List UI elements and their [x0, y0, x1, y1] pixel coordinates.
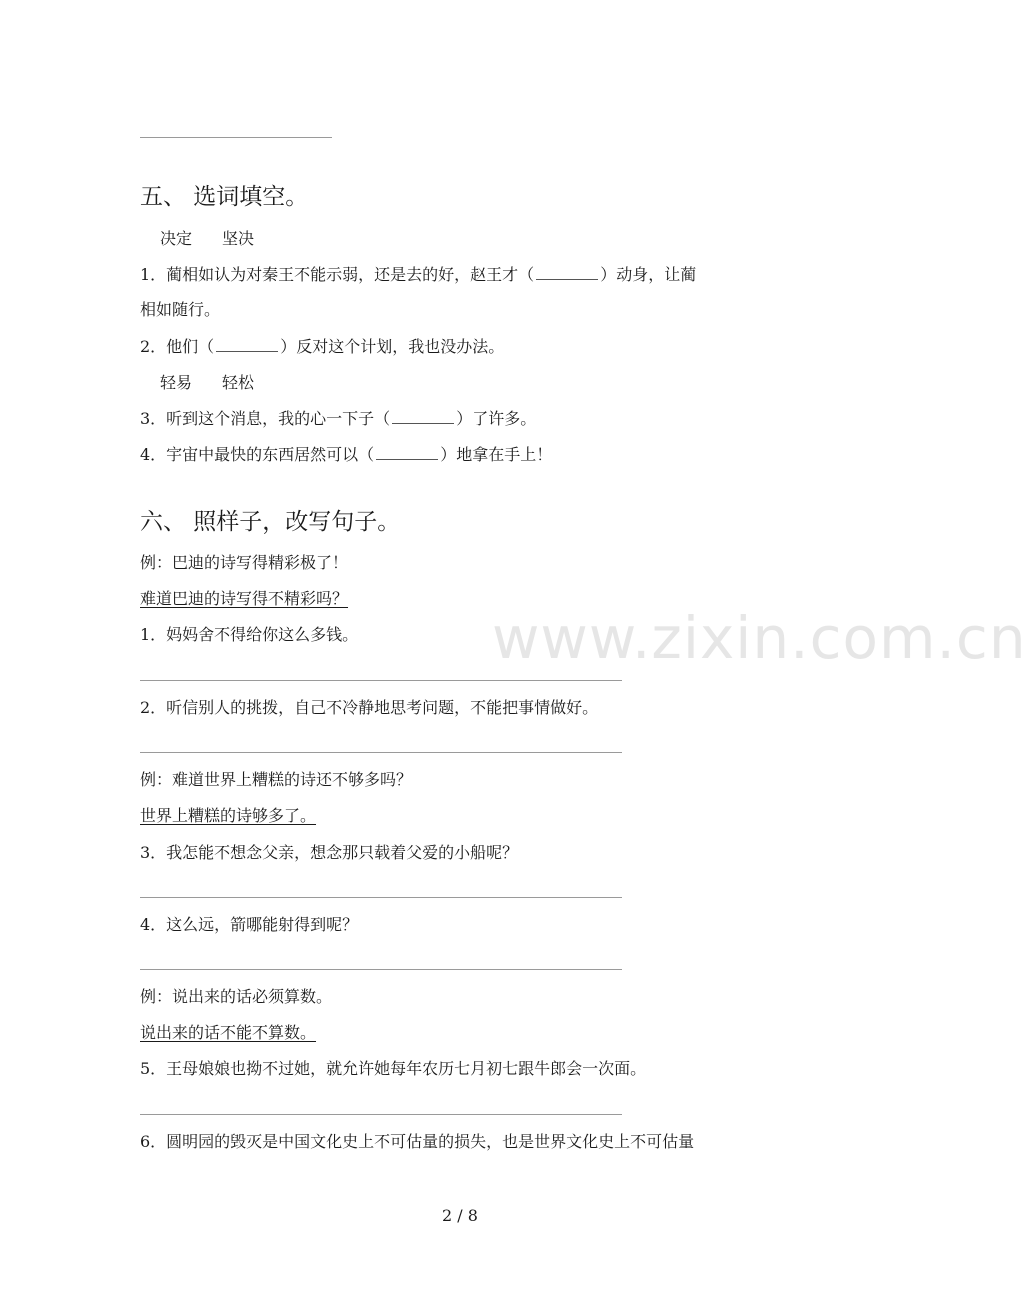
- example-3-answer: 说出来的话不能不算数。: [140, 1023, 317, 1042]
- rewrite-question-2: 2．听信别人的挑拨，自己不冷静地思考问题，不能把事情做好。: [140, 698, 599, 717]
- rewrite-question-1: 1．妈妈舍不得给你这么多钱。: [140, 625, 359, 644]
- fill-blank[interactable]: [376, 445, 438, 460]
- question-3: [140, 409, 536, 429]
- fill-blank[interactable]: [392, 409, 454, 424]
- rewrite-question-4: 4．这么远，箭哪能射得到呢？: [140, 915, 359, 934]
- page-number: 2 / 8: [442, 1206, 478, 1225]
- example-1-answer: 难道巴迪的诗写得不精彩吗？: [140, 589, 349, 608]
- word-choices-2: [160, 373, 254, 393]
- question-text: ）了许多。: [456, 409, 537, 428]
- example-2: 例：难道世界上糟糕的诗还不够多吗？: [140, 770, 413, 789]
- word-choices-1: [160, 229, 254, 249]
- question-text: 3．听到这个消息，我的心一下子（: [140, 409, 391, 428]
- example-1: 例：巴迪的诗写得精彩极了！: [140, 553, 349, 572]
- watermark: www.zixin.com.cn: [492, 604, 1027, 672]
- example-3: 例：说出来的话必须算数。: [140, 987, 333, 1006]
- question-text: ）动身，让蔺: [600, 265, 697, 284]
- question-text: ）反对这个计划，我也没办法。: [280, 337, 505, 356]
- example-2-answer: 世界上糟糕的诗够多了。: [140, 806, 317, 825]
- question-text: 2．他们（: [140, 337, 215, 356]
- word-choice: 轻易: [160, 373, 193, 392]
- question-1-cont: 相如随行。: [140, 300, 221, 319]
- fill-blank[interactable]: [216, 337, 278, 352]
- question-4: [140, 445, 552, 465]
- question-1: [140, 265, 696, 285]
- rewrite-question-5: 5．王母娘娘也拗不过她，就允许她每年农历七月初七跟牛郎会一次面。: [140, 1059, 647, 1078]
- answer-line[interactable]: [140, 897, 622, 898]
- answer-line[interactable]: [140, 680, 622, 681]
- word-choice: 决定: [160, 229, 193, 248]
- fill-blank[interactable]: [536, 265, 598, 280]
- rewrite-question-3: 3．我怎能不想念父亲，想念那只载着父爱的小船呢？: [140, 843, 519, 862]
- section-5-heading: 五、 选词填空。: [140, 184, 309, 210]
- question-2: [140, 337, 504, 357]
- rewrite-question-6: 6．圆明园的毁灭是中国文化史上不可估量的损失，也是世界文化史上不可估量: [140, 1132, 695, 1151]
- answer-line[interactable]: [140, 1114, 622, 1115]
- question-text: ）地拿在手上！: [440, 445, 553, 464]
- answer-line[interactable]: [140, 752, 622, 753]
- answer-line: [140, 137, 332, 138]
- word-choice: 轻松: [222, 373, 255, 392]
- section-6-heading: 六、 照样子，改写句子。: [140, 509, 401, 535]
- question-text: 1．蔺相如认为对秦王不能示弱，还是去的好，赵王才（: [140, 265, 535, 284]
- answer-line[interactable]: [140, 969, 622, 970]
- question-text: 4．宇宙中最快的东西居然可以（: [140, 445, 375, 464]
- word-choice: 坚决: [222, 229, 255, 248]
